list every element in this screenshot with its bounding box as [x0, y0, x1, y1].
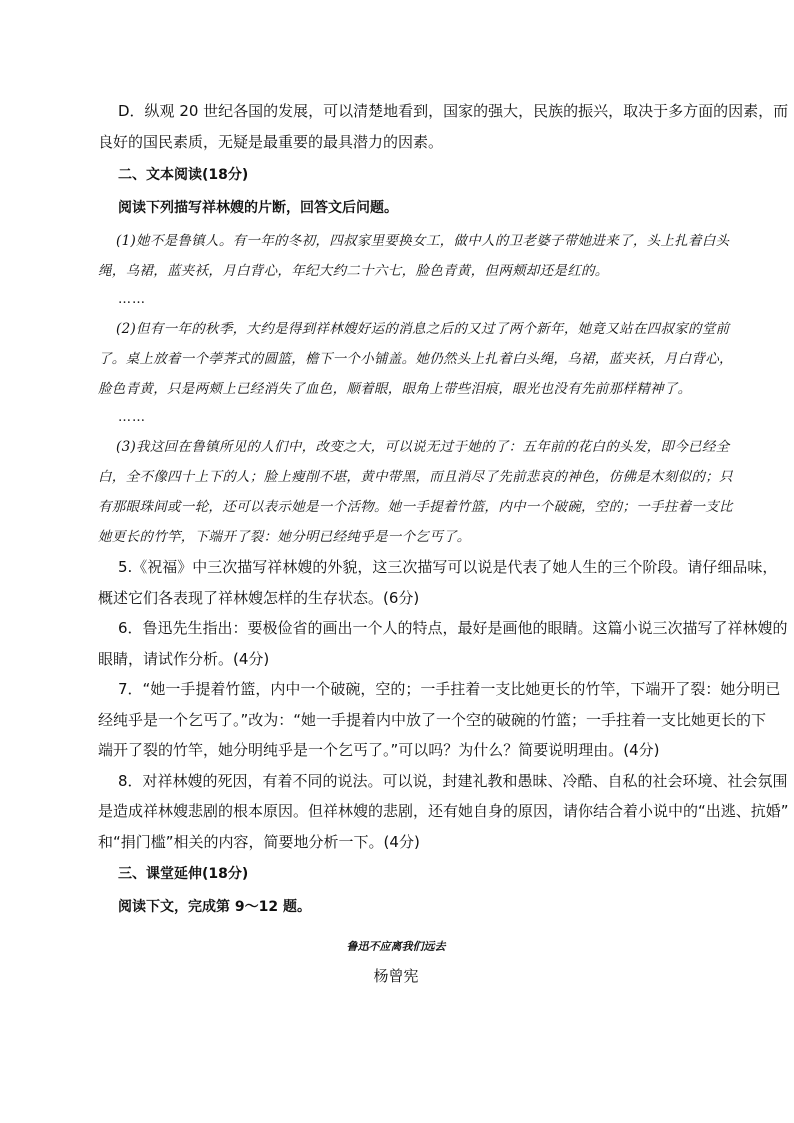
section-3-instruction: 阅读下文，完成第 9～12 题。 [118, 899, 311, 915]
question-6 [98, 613, 788, 674]
excerpt-1 [98, 226, 730, 286]
article-author: 杨曾宪 [373, 967, 419, 985]
question-8 [98, 766, 789, 858]
excerpt-2-line-2: 了。桌上放着一个荸荠式的圆篮，檐下一个小铺盖。她仍然头上扎着白头绳，乌裙，蓝夹袄，月白背心， [98, 351, 733, 367]
ellipsis-2: …… [118, 410, 146, 425]
option-d-line-1: D．纵观 20 世纪各国的发展，可以清楚地看到，国家的强大，民族的振兴，取决于多方面的因素，而 [118, 102, 789, 120]
excerpt-3-line-4: 她更长的竹竿，下端开了裂：她分明已经纯乎是一个乞丐了。 [98, 529, 471, 545]
excerpt-3-line-1: (3)我这回在鲁镇所见的人们中，改变之大，可以说无过于她的了：五年前的花白的头发，即今已经全 [116, 439, 730, 455]
section-2-instruction: 阅读下列描写祥林嫂的片断，回答文后问题。 [118, 200, 398, 216]
question-7-line-3: 端开了裂的竹竿，她分明纯乎是一个乞丐了。”可以吗？为什么？简要说明理由。(4分) [98, 741, 660, 759]
question-7 [98, 674, 781, 766]
article-title: 鲁迅不应离我们远去 [346, 940, 446, 953]
option-d-paragraph [98, 96, 789, 158]
question-6-line-2: 眼睛，请试作分析。(4分) [98, 649, 270, 668]
excerpt-3-line-2: 白，全不像四十上下的人；脸上瘦削不堪，黄中带黑，而且消尽了先前悲哀的神色，仿佛是木刻似的；只 [98, 469, 733, 485]
question-5-line-1: 5.《祝福》中三次描写祥林嫂的外貌，这三次描写可以说是代表了她人生的三个阶段。请仔细品味， [118, 558, 778, 576]
excerpt-1-line-1: (1)她不是鲁镇人。有一年的冬初，四叔家里要换女工，做中人的卫老婆子带她进来了，头上扎着白头 [116, 233, 730, 249]
question-7-line-1: 7．“她一手提着竹篮，内中一个破碗，空的；一手拄着一支比她更长的竹竿，下端开了裂：她分明已 [118, 680, 781, 698]
excerpt-2 [98, 314, 733, 404]
excerpt-3 [98, 432, 733, 552]
section-2-heading: 二、文本阅读(18分) [118, 167, 249, 183]
question-6-line-1: 6．鲁迅先生指出：要极俭省的画出一个人的特点，最好是画他的眼睛。这篇小说三次描写了祥林嫂的 [118, 619, 788, 637]
excerpt-3-line-3: 有那眼珠间或一轮，还可以表示她是一个活物。她一手提着竹篮，内中一个破碗，空的；一手拄着一支比 [98, 499, 733, 515]
ellipsis-1: …… [118, 292, 146, 307]
question-8-line-2: 是造成祥林嫂悲剧的根本原因。但祥林嫂的悲剧，还有她自身的原因，请你结合着小说中的“出逃、抗婚” [98, 802, 789, 820]
question-5-line-2: 概述它们各表现了祥林嫂怎样的生存状态。(6分) [98, 588, 420, 607]
question-8-line-3: 和“捐门槛”相关的内容，简要地分析一下。(4分) [98, 832, 420, 851]
question-7-line-2: 经纯乎是一个乞丐了。”改为：“她一手提着内中放了一个空的破碗的竹篮；一手拄着一支比她更长的下 [98, 710, 767, 729]
excerpt-2-line-3: 脸色青黄，只是两颊上已经消失了血色，顺着眼，眼角上带些泪痕，眼光也没有先前那样精神了。 [98, 381, 692, 397]
option-d-line-2: 良好的国民素质，无疑是最重要的最具潜力的因素。 [98, 133, 444, 151]
question-5 [98, 552, 778, 613]
excerpt-1-line-2: 绳，乌裙，蓝夹袄，月白背心，年纪大约二十六七，脸色青黄，但两颊却还是红的。 [98, 263, 609, 279]
question-8-line-1: 8．对祥林嫂的死因，有着不同的说法。可以说，封建礼教和愚昧、冷酷、自私的社会环境、社会氛围 [118, 771, 788, 790]
excerpt-2-line-1: (2)但有一年的秋季，大约是得到祥林嫂好运的消息之后的又过了两个新年，她竟又站在四叔家的堂前 [116, 321, 730, 337]
section-3-heading: 三、课堂延伸(18分) [118, 866, 249, 882]
